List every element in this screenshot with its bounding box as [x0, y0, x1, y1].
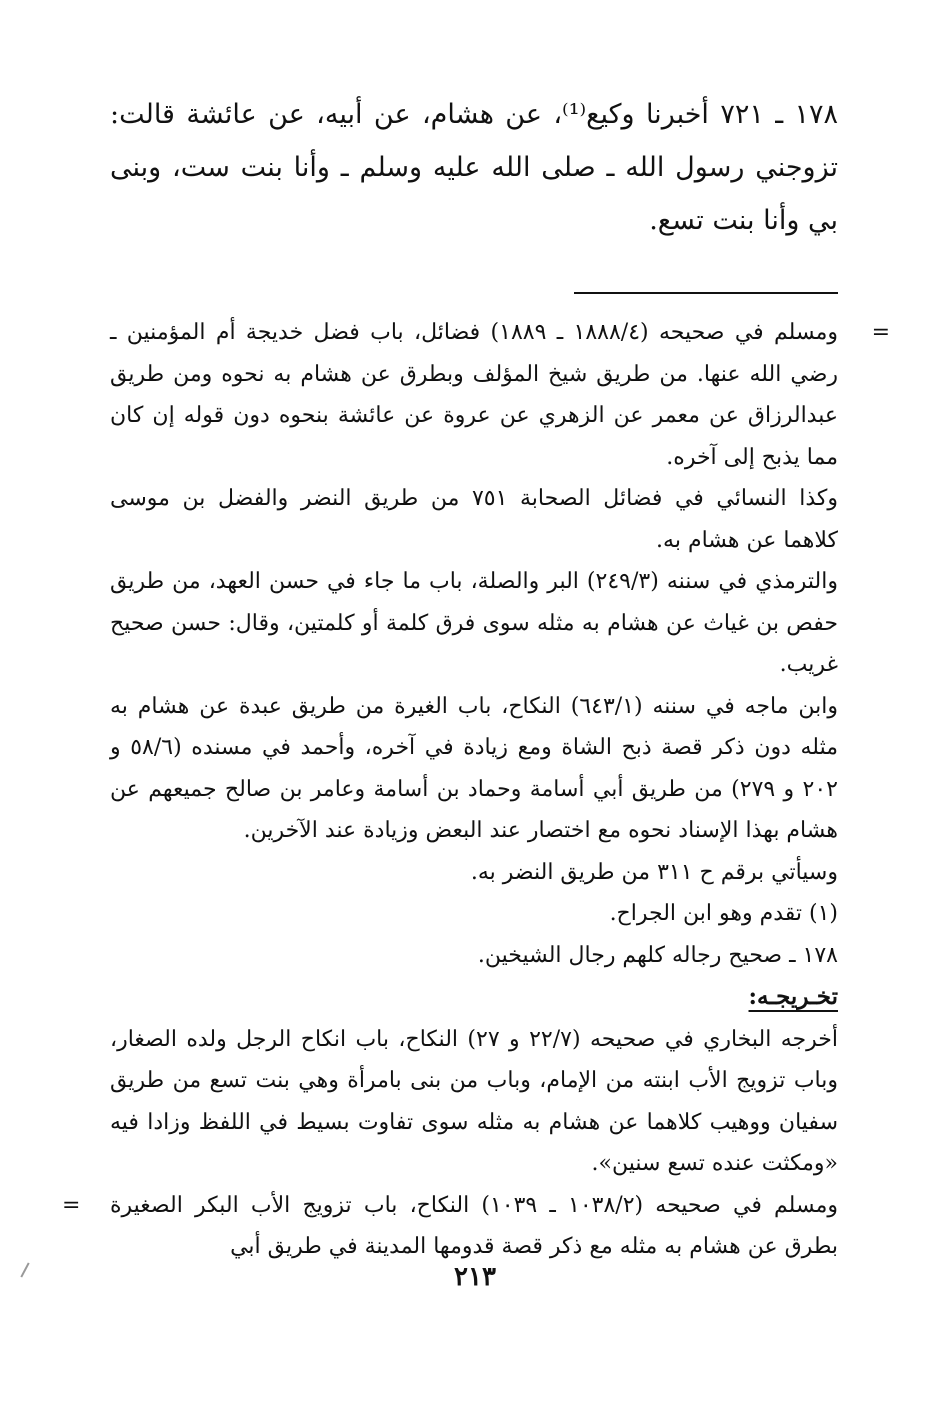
takhrij-paragraph	[62, 1185, 838, 1268]
hadith-text-block	[110, 88, 838, 247]
hadith-grading: ١٧٨ ـ صحيح رجاله كلهم رجال الشيخين.	[477, 942, 838, 968]
continuation-mark: =	[871, 320, 890, 345]
note-paragraph: وسيأتي برقم ح ٣١١ من طريق النضر به.	[470, 859, 838, 885]
note-paragraph: وابن ماجه في سننه (٦٤٣/١) النكاح، باب الغيرة من طريق عبدة عن هشام به مثله دون ذكر قصة ذبح الشاة ومع زيادة في آخره، وأحمد في مسنده (٥٨/٦ و ٢٠٢ و ٢٧٩) من طريق أبي أسامة وحماد بن أسامة وعامر بن صالح جميعهم عن هشام بهذا الإسناد نحوه مع اختصار عند البعض وزيادة عند الآخرين.	[110, 693, 839, 843]
page-number: ٢١٣	[454, 1262, 496, 1292]
note-paragraph: والترمذي في سننه (٢٤٩/٣) البر والصلة، باب ما جاء في حسن العهد، من طريق حفص بن غياث عن هشام به مثله سوى فرق كلمة أو كلمتين، وقال: حسن صحيح غريب.	[110, 569, 838, 677]
note-paragraph	[110, 312, 890, 478]
end-continuation-mark: =	[62, 1192, 81, 1218]
takhrij-heading-line	[110, 976, 838, 1019]
hadith-text: ١٧٨ ـ ٧٢١ أخبرنا وكيع⁽¹⁾، عن هشام، عن أبيه، عن عائشة قالت: تزوجني رسول الله ـ صلى الله عليه وسلم ـ وأنا بنت ست، وبنى بي وأنا بنت تسع.	[110, 99, 839, 236]
footnote-1: (١) تقدم وهو ابن الجراح.	[609, 901, 838, 926]
takhrij-text: ومسلم في صحيحه (١٠٣٨/٢ ـ ١٠٣٩) النكاح، باب تزويج الأب البكر الصغيرة بطرق عن هشام به مثله مع ذكر قصة قدومها المدينة في طريق أبي	[110, 1192, 838, 1259]
footnotes-block	[62, 312, 890, 1268]
note-paragraph: وكذا النسائي في فضائل الصحابة ٧٥١ من طريق النضر والفضل بن موسى كلاهما عن هشام به.	[110, 486, 838, 553]
note-text: ومسلم في صحيحه (١٨٨٨/٤ ـ ١٨٨٩) فضائل، باب فضل خديجة أم المؤمنين ـ رضي الله عنها. من طريق شيخ المؤلف وبطرق عن هشام به نحوه ومن طريق عبدالرزاق عن معمر عن الزهري عن عروة عن عائشة بنحوه دون قوله إن كان مما يذبح إلى آخره.	[110, 320, 838, 470]
takhrij-paragraph: أخرجه البخاري في صحيحه (٢٢/٧ و ٢٧) النكاح، باب انكاح الرجل ولده الصغار، وباب تزويج الأب ابنته من الإمام، وباب من بنى بامرأة وهي بنت تسع من طريق سفيان ووهيب كلاهما عن هشام به مثله سوى تفاوت بسيط في اللفظ وزادا فيه «ومكثت عنده تسع سنين».	[110, 1026, 838, 1176]
takhrij-heading: تخـريجـه:	[748, 983, 838, 1010]
footnote-separator-line	[574, 292, 838, 294]
